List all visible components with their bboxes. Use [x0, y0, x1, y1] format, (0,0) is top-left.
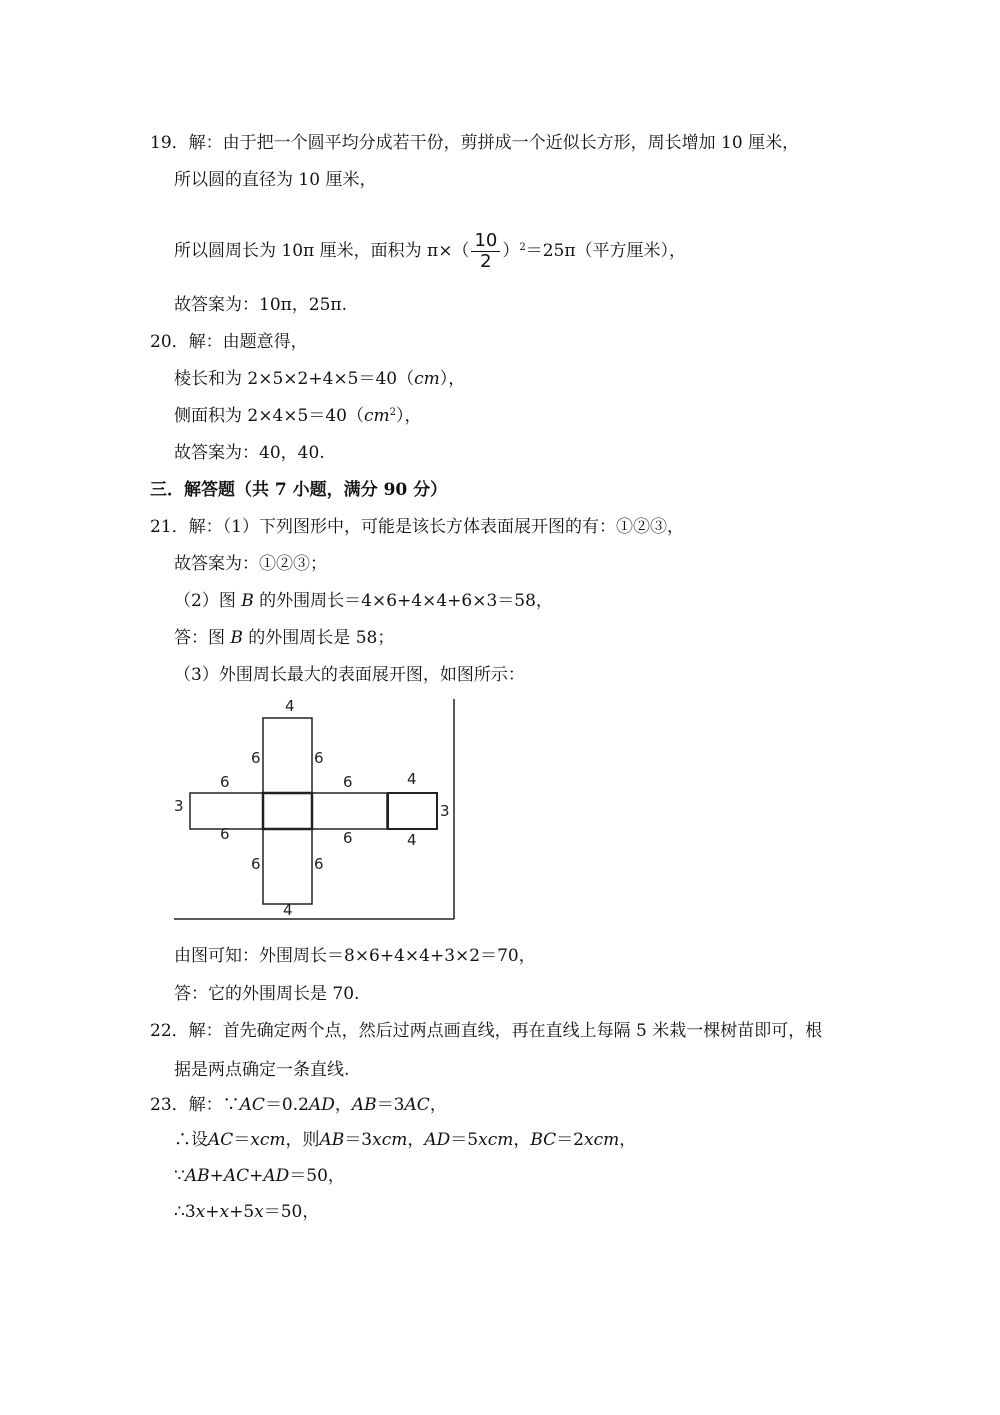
- label-upper-left: 6: [251, 749, 261, 767]
- label-small-bottom: 4: [407, 831, 417, 849]
- cuboid-net-figure: [170, 697, 460, 922]
- right-end-face: [388, 793, 437, 829]
- label-lower-left: 6: [251, 855, 261, 873]
- label-left-arm-top: 6: [220, 773, 230, 791]
- label-small-top: 4: [407, 770, 417, 788]
- label-top: 4: [285, 697, 295, 715]
- q23-number: 23．: [150, 1095, 189, 1115]
- q20-line-1: 20．解：由题意得，: [150, 332, 308, 352]
- q19-line-3: 所以圆周长为 10π 厘米，面积为 π×（ $\frac{10}{2}$ ）$^2$＝25π（平方厘米），: [174, 230, 687, 272]
- q23-line-2: ∴设AC＝xcm，则AB＝3xcm，AD＝5xcm，BC＝2xcm，: [174, 1130, 637, 1150]
- fraction-10-over-2: $\frac{10}{2}$: [471, 231, 500, 272]
- q22-line-1: 22．解：首先确定两个点，然后过两点画直线，再在直线上每隔 5 米栽一棵树苗即可，根: [150, 1021, 823, 1041]
- horizontal-strip: [190, 793, 387, 829]
- section-heading: 三．解答题（共 7 小题，满分 90 分）: [150, 480, 448, 500]
- q21-line-1: 21．解：（1）下列图形中，可能是该长方体表面展开图的有：①②③，: [150, 517, 684, 537]
- q19-line-2: 所以圆的直径为 10 厘米，: [174, 170, 377, 190]
- q21-line-6: 由图可知：外围周长＝8×6+4×4+3×2＝70，: [174, 946, 536, 966]
- label-right-end: 3: [440, 802, 450, 820]
- label-left-arm-bottom: 6: [220, 825, 230, 843]
- q21-line-3: （2）图 B 的外围周长＝4×6+4×4+6×3＝58，: [174, 591, 553, 611]
- q23-line-4: ∴3x+x+5x＝50，: [174, 1202, 320, 1222]
- label-bottom: 4: [283, 901, 293, 919]
- q21-number: 21．: [150, 517, 189, 537]
- q20-answer: 故答案为：40，40.: [174, 443, 325, 463]
- q23-line-1: 23．解：∵AC＝0.2AD，AB＝3AC，: [150, 1095, 447, 1115]
- q21-line-4: 答：图 B 的外围周长是 58；: [174, 628, 395, 648]
- q20-line-3: 侧面积为 $2\times 4\times 5=40(cm^2)$，: [174, 406, 422, 426]
- q22-number: 22．: [150, 1021, 189, 1041]
- q19-line-1: 19．解：由于把一个圆平均分成若干份，剪拼成一个近似长方形，周长增加 10 厘米，: [150, 133, 800, 153]
- center-face: [263, 793, 312, 829]
- q21-answer: 答：它的外围周长是 70.: [174, 984, 360, 1004]
- q19-number: 19．: [150, 133, 189, 153]
- q19-answer: 故答案为：10π，25π.: [174, 295, 348, 315]
- label-upper-right: 6: [314, 749, 324, 767]
- vertical-strip: [263, 718, 312, 904]
- q22-line-2: 据是两点确定一条直线.: [174, 1060, 350, 1080]
- label-right-arm-bottom: 6: [343, 829, 353, 847]
- label-right-arm-top: 6: [343, 773, 353, 791]
- label-lower-right: 6: [314, 855, 324, 873]
- q23-line-3: ∵AB+AC+AD＝50，: [174, 1166, 345, 1186]
- q21-line-5: （3）外围周长最大的表面展开图，如图所示：: [174, 665, 525, 685]
- q21-line-2: 故答案为：①②③；: [174, 554, 327, 574]
- q20-number: 20．: [150, 332, 189, 352]
- label-left-end: 3: [174, 797, 184, 815]
- q20-line-2: 棱长和为 2×5×2+4×5＝40（cm），: [174, 369, 466, 389]
